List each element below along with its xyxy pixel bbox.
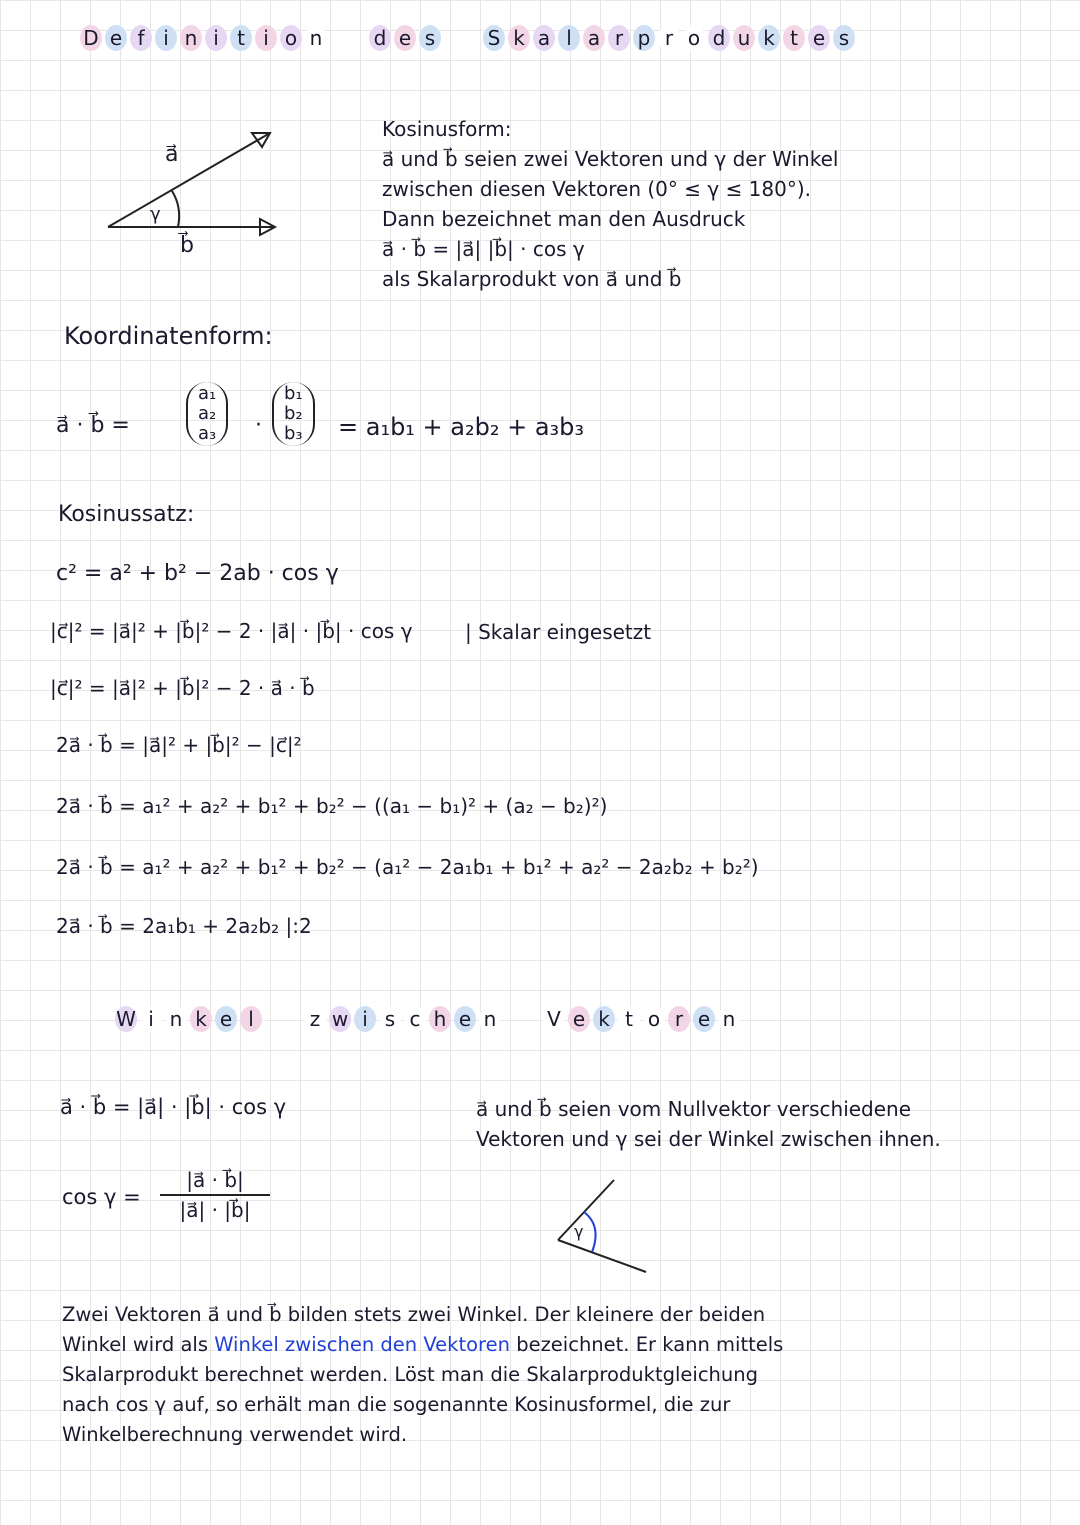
- title-letter: k: [758, 25, 780, 51]
- subtitle-letter: n: [165, 1006, 187, 1032]
- title-letter: e: [105, 25, 127, 51]
- title-letter: d: [369, 25, 391, 51]
- label-a: a⃗: [165, 142, 179, 167]
- cos-lhs: cos γ =: [62, 1185, 141, 1209]
- koordinatenform-rhs: = a₁b₁ + a₂b₂ + a₃b₃: [338, 413, 585, 441]
- paragraph-line2: [62, 1330, 783, 1360]
- angle-arc: [172, 191, 179, 227]
- paragraph-line2-start: Winkel wird als: [62, 1333, 215, 1356]
- subtitle-letter: w: [329, 1006, 351, 1032]
- vector-a-line: [108, 133, 270, 227]
- kosinussatz-line-6: 2a⃗ · b⃗ = a₁² + a₂² + b₁² + b₂² − (a₁² − 2a₁b₁ + b₁² + a₂² − 2a₂b₂ + b₂²): [56, 855, 759, 879]
- title-letter: t: [783, 25, 805, 51]
- vector-a-column: [186, 382, 228, 446]
- subtitle-letter: n: [479, 1006, 501, 1032]
- subtitle-letter: i: [354, 1006, 376, 1032]
- winkel-description-line2: Vektoren und γ sei der Winkel zwischen ihnen.: [476, 1127, 941, 1151]
- vector-b-column: [272, 382, 315, 446]
- paragraph-line3: Skalarprodukt berechnet werden. Löst man die Skalarproduktgleichung: [62, 1363, 758, 1386]
- title-letter: d: [708, 25, 730, 51]
- subtitle-word-2: [304, 1006, 501, 1032]
- paragraph-line5: Winkelberechnung verwendet wird.: [62, 1423, 408, 1446]
- subtitle-letter: r: [668, 1006, 690, 1032]
- angle-arc-blue: [584, 1212, 596, 1252]
- title-word-3: [483, 25, 855, 51]
- subtitle-letter: c: [404, 1006, 426, 1032]
- kosinusform-line1: a⃗ und b⃗ seien zwei Vektoren und γ der Winkel: [382, 147, 839, 171]
- paragraph-line1: Zwei Vektoren a⃗ und b⃗ bilden stets zwei Winkel. Der kleinere der beiden: [62, 1303, 766, 1326]
- subtitle-letter: h: [429, 1006, 451, 1032]
- section-title-winkel: [115, 1003, 740, 1035]
- title-letter: s: [419, 25, 441, 51]
- vector-b-2: b₂: [284, 403, 303, 424]
- winkel-description-line1: a⃗ und b⃗ seien vom Nullvektor verschiedene: [476, 1097, 912, 1121]
- vector-a-3: a₃: [198, 423, 217, 444]
- title-letter: i: [205, 25, 227, 51]
- title-letter: e: [808, 25, 830, 51]
- subtitle-letter: l: [240, 1006, 262, 1032]
- subtitle-letter: z: [304, 1006, 326, 1032]
- title-letter: p: [633, 25, 655, 51]
- title-letter: e: [394, 25, 416, 51]
- angle-ray-1: [558, 1180, 614, 1240]
- subtitle-letter: i: [140, 1006, 162, 1032]
- title-letter: l: [558, 25, 580, 51]
- subtitle-letter: o: [643, 1006, 665, 1032]
- page-title: [80, 18, 855, 58]
- title-letter: a: [583, 25, 605, 51]
- subtitle-letter: k: [593, 1006, 615, 1032]
- kosinussatz-line-5: 2a⃗ · b⃗ = a₁² + a₂² + b₁² + b₂² − ((a₁ − b₁)² + (a₂ − b₂)²): [56, 794, 608, 818]
- subtitle-letter: W: [116, 1007, 136, 1031]
- subtitle-letter: e: [454, 1006, 476, 1032]
- title-letter: n: [180, 25, 202, 51]
- subtitle-letter: k: [190, 1006, 212, 1032]
- paragraph-line4: nach cos γ auf, so erhält man die sogenannte Kosinusformel, die zur: [62, 1393, 731, 1416]
- angle-gamma-label: γ: [574, 1222, 584, 1241]
- title-letter: S: [483, 25, 505, 51]
- paragraph-highlight: Winkel zwischen den Vektoren: [214, 1333, 510, 1356]
- title-letter: n: [305, 25, 327, 51]
- kosinusform-block: [382, 114, 838, 294]
- kosinussatz-line-3: |c⃗|² = |a⃗|² + |b⃗|² − 2 · a⃗ · b⃗: [50, 676, 315, 700]
- title-letter: r: [658, 25, 680, 51]
- subtitle-letter: n: [718, 1006, 740, 1032]
- title-letter: s: [833, 25, 855, 51]
- kosinussatz-line-7: 2a⃗ · b⃗ = 2a₁b₁ + 2a₂b₂ |:2: [56, 914, 312, 938]
- winkel-equation: a⃗ · b⃗ = |a⃗| · |b⃗| · cos γ: [60, 1095, 287, 1119]
- title-letter: D: [80, 25, 102, 51]
- title-letter: i: [155, 25, 177, 51]
- title-letter: k: [508, 25, 530, 51]
- subtitle-letter: e: [568, 1006, 590, 1032]
- kosinusform-line4: a⃗ · b⃗ = |a⃗| |b⃗| · cos γ: [382, 237, 585, 261]
- label-gamma: γ: [150, 204, 161, 225]
- kosinusform-line3: Dann bezeichnet man den Ausdruck: [382, 207, 746, 231]
- subtitle-letter: t: [618, 1006, 640, 1032]
- kosinusform-line5: als Skalarprodukt von a⃗ und b⃗: [382, 267, 682, 291]
- subtitle-letter: e: [693, 1006, 715, 1032]
- kosinusform-heading: Kosinusform:: [382, 117, 512, 141]
- koordinatenform-dot: ·: [255, 413, 262, 438]
- kosinussatz-line-2: |c⃗|² = |a⃗|² + |b⃗|² − 2 · |a⃗| · |b⃗| · cos γ: [50, 619, 413, 643]
- kosinussatz-line-1: c² = a² + b² − 2ab · cos γ: [56, 561, 339, 586]
- title-word-2: [369, 25, 441, 51]
- title-letter: f: [130, 25, 152, 51]
- fraction-numerator: |a⃗ · b⃗|: [160, 1168, 270, 1196]
- vector-angle-diagram: [100, 115, 290, 265]
- koordinatenform-heading: Koordinatenform:: [64, 322, 273, 350]
- vector-b-1: b₁: [284, 383, 303, 404]
- label-b: b⃗: [180, 233, 194, 258]
- title-word-1: [80, 25, 327, 51]
- title-letter: u: [733, 25, 755, 51]
- title-letter: t: [230, 25, 252, 51]
- title-letter: o: [280, 25, 302, 51]
- explanation-paragraph: [62, 1300, 783, 1450]
- kosinusform-line2: zwischen diesen Vektoren (0° ≤ γ ≤ 180°).: [382, 177, 812, 201]
- kosinussatz-note: | Skalar eingesetzt: [465, 620, 652, 644]
- subtitle-word-1: [115, 1006, 262, 1032]
- title-letter: i: [255, 25, 277, 51]
- vector-b-3: b₃: [284, 423, 303, 444]
- cos-fraction: [160, 1168, 270, 1222]
- paragraph-line2-end: bezeichnet. Er kann mittels: [510, 1333, 784, 1356]
- subtitle-letter: e: [215, 1006, 237, 1032]
- kosinussatz-line-4: 2a⃗ · b⃗ = |a⃗|² + |b⃗|² − |c⃗|²: [56, 733, 302, 757]
- vector-a-2: a₂: [198, 403, 217, 424]
- subtitle-word-3: [543, 1006, 740, 1032]
- title-letter: r: [608, 25, 630, 51]
- fraction-denominator: |a⃗| · |b⃗|: [179, 1198, 251, 1222]
- subtitle-letter: V: [543, 1006, 565, 1032]
- title-letter: o: [683, 25, 705, 51]
- angle-diagram: [550, 1172, 660, 1282]
- angle-ray-2: [558, 1240, 646, 1272]
- vector-a-1: a₁: [198, 383, 217, 404]
- koordinatenform-lhs: a⃗ · b⃗ =: [56, 413, 130, 438]
- kosinussatz-heading: Kosinussatz:: [58, 502, 195, 527]
- winkel-description: [476, 1094, 941, 1154]
- title-letter: a: [533, 25, 555, 51]
- subtitle-letter: s: [379, 1006, 401, 1032]
